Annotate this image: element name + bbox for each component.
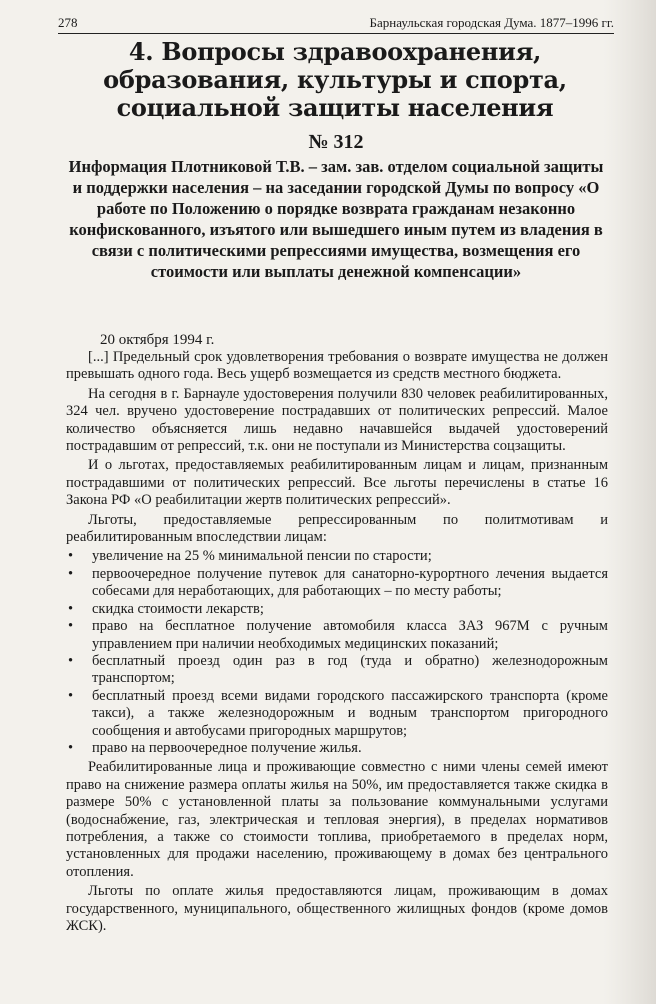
list-item: • бесплатный проезд всеми видами городского пассажирского транспорта (кроме такси), а также железнодорожным и водным транспортом пригородного сообщения и автобусами пригородных маршрутов;	[68, 687, 608, 739]
document-date: 20 октября 1994 г.	[100, 332, 215, 348]
running-title: Барнаульская городская Дума. 1877–1996 гг.	[369, 15, 614, 30]
paragraph-1: [...] Предельный срок удовлетворения требования о возврате имущества не должен превышать одного года. Весь ущерб возмещается из средств местного бюджета.	[66, 349, 608, 383]
document-number: № 312	[308, 131, 364, 153]
header-rule	[58, 33, 614, 34]
bullet-icon: •	[68, 600, 74, 617]
running-header	[58, 12, 614, 34]
list-item: • скидка стоимости лекарств;	[68, 600, 264, 617]
paragraph-5: Реабилитированные лица и проживающие совместно с ними члены семей имеют право на снижение размера оплаты жилья на 50%, им предоставляется также скидка в размере 50% с установленной платы за пользование коммунальными услугами (водоснабжение, газ, электрическая и тепловая энергия), в пределах нормативов потребления, а также со стоимости топлива, приобретаемого в пределах норм, установленных для продажи населению, проживающему в домах без центрального отопления.	[66, 759, 608, 880]
document-body	[66, 349, 608, 937]
page-number: 278	[58, 15, 78, 30]
bullet-icon: •	[68, 652, 74, 669]
list-item: • увеличение на 25 % минимальной пенсии по старости;	[68, 548, 432, 565]
list-item: • право на первоочередное получение жилья.	[68, 739, 362, 756]
paragraph-3: И о льготах, предоставляемых реабилитированным лицам и лицам, признанным пострадавшими от политических репрессий. Все льготы перечислены в статье 16 Закона РФ «О реабилитации жертв политических репрессий».	[66, 457, 608, 509]
bullet-icon: •	[68, 548, 74, 565]
bullet-icon: •	[68, 565, 74, 582]
paragraph-6: Льготы по оплате жилья предоставляются лицам, проживающим в домах государственного, муниципального, общественного жилищных фондов (кроме домов ЖСК).	[66, 883, 608, 934]
paragraph-4: Льготы, предоставляемые репрессированным по политмотивам и реабилитированным впоследствии лицам:	[66, 511, 608, 546]
list-item: • право на бесплатное получение автомобиля класса ЗАЗ 967М с ручным управлением при наличии необходимых медицинских показаний;	[68, 618, 608, 652]
list-item: • первоочередное получение путевок для санаторно-курортного лечения выдается собесами для неработающих, для работающих – по месту работы;	[68, 565, 608, 600]
list-item: • бесплатный проезд один раз в год (туда и обратно) железнодорожным транспортом;	[68, 652, 608, 687]
bullet-icon: •	[68, 739, 74, 756]
bullet-icon: •	[68, 618, 74, 635]
bullet-icon: •	[68, 687, 74, 704]
paragraph-2: На сегодня в г. Барнауле удостоверения получили 830 человек реабилитированных, 324 чел. вручено удостоверение пострадавших от политических репрессий. Малое количество объясняется лишь недавно начавшейся выдачей удостоверений пострадавшим от репрессий, т.к. они не поступали из Министерства соцзащиты.	[66, 385, 608, 455]
section-title: 4. Вопросы здравоохранения, образования, культуры и спорта, социальной защиты населения	[103, 37, 567, 122]
benefits-list	[66, 548, 608, 757]
document-heading	[66, 156, 606, 282]
document-heading-text: Информация Плотниковой Т.В. – зам. зав. отделом социальной защиты и поддержки населения – на заседании городской Думы по вопросу «О работе по Положению о порядке возврата гражданам незаконно конфискованного, изъятого или вышедшего иным путем из владения в связи с политическими репрессиями имущества, возмещения его стоимости или выплаты денежной компенсации»	[68, 157, 604, 281]
